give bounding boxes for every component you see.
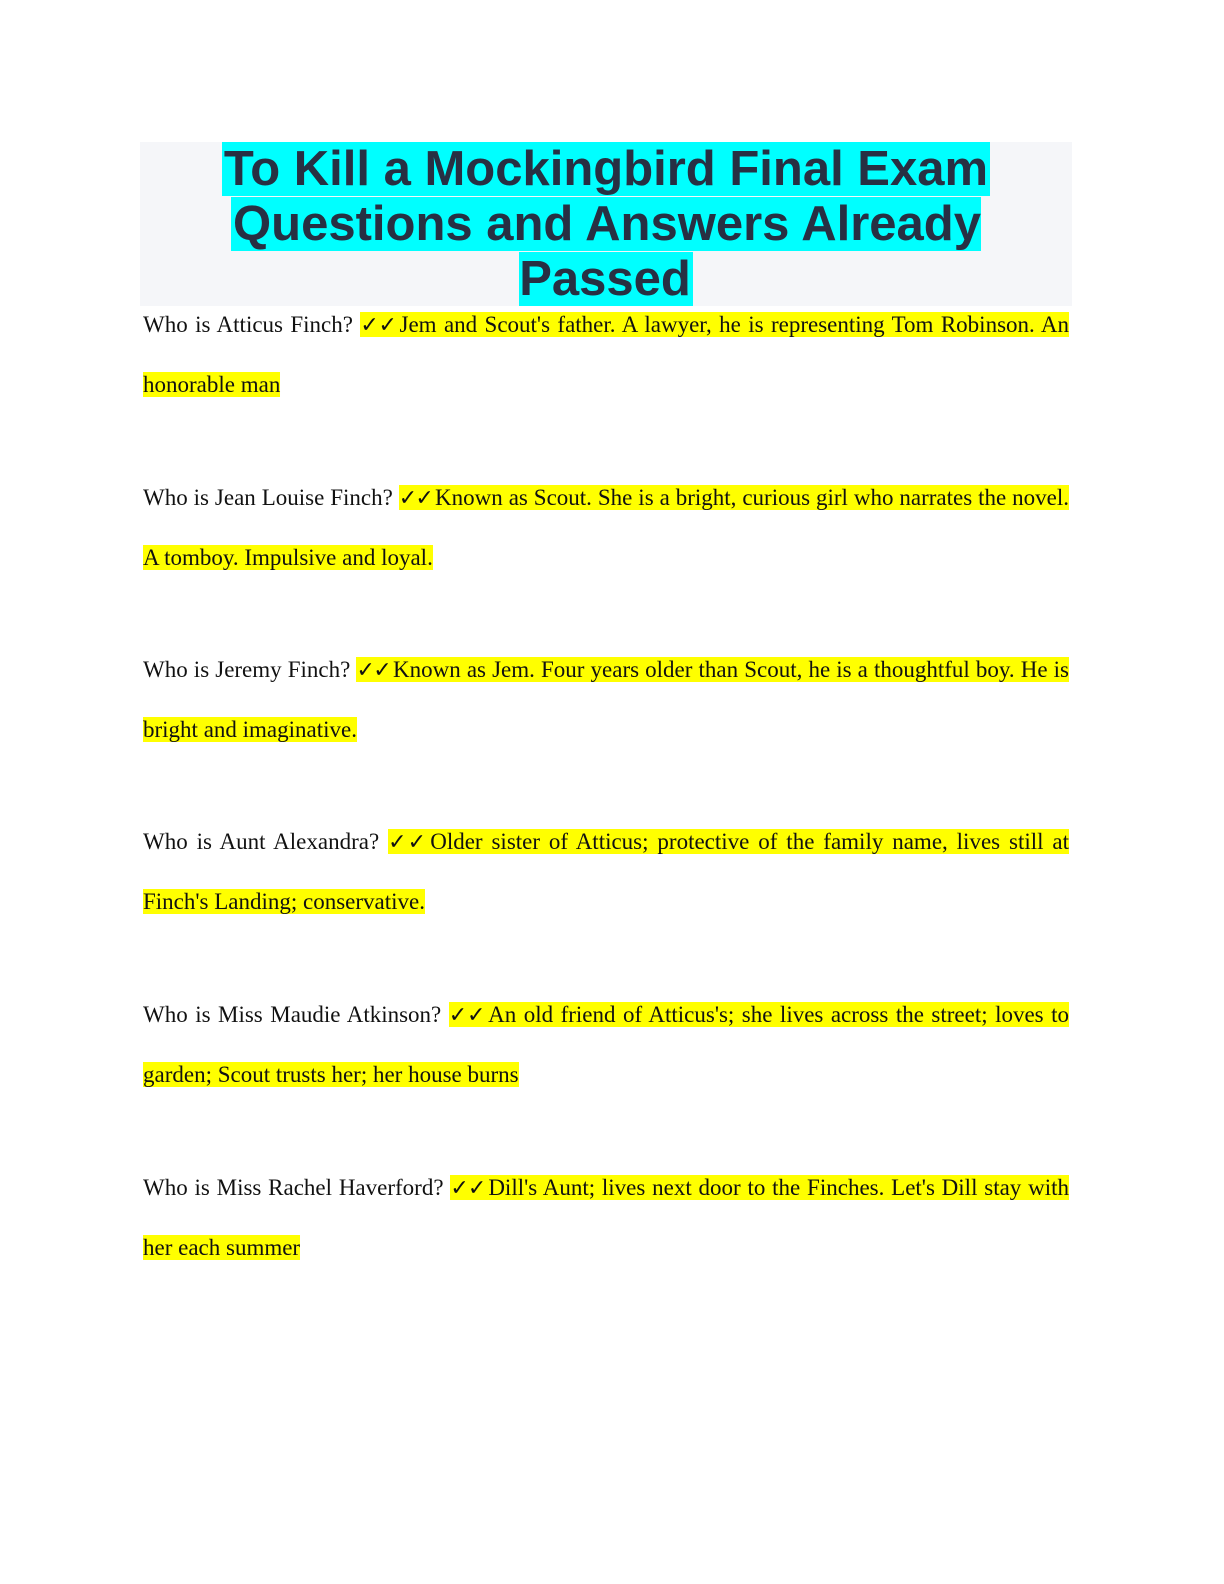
double-check-icon: ✓✓ [450, 1176, 486, 1201]
answer-text: Older sister of Atticus; protective of the family name, lives still at Finch's Landing; conservative. [143, 829, 1069, 914]
title-line-1: To Kill a Mockingbird Final Exam [223, 142, 989, 196]
title-line-2: Questions and Answers Already Passed [233, 197, 981, 306]
answer-text: Known as Jem. Four years older than Scout, he is a thoughtful boy. He is bright and imaginative. [143, 657, 1070, 742]
question-text: Who is Jeremy Finch? [143, 657, 351, 682]
question-text: Who is Jean Louise Finch? [143, 485, 393, 510]
title-banner [140, 142, 1072, 306]
qa-item-rachel [143, 1158, 1069, 1277]
question-text: Who is Miss Maudie Atkinson? [143, 1002, 442, 1027]
question-text: Who is Atticus Finch? [143, 312, 353, 337]
qa-item-alexandra [143, 812, 1069, 931]
qa-item-maudie [143, 985, 1069, 1104]
answer-text: Dill's Aunt; lives next door to the Finches. Let's Dill stay with her each summer [143, 1175, 1069, 1260]
double-check-icon: ✓✓ [360, 313, 397, 338]
double-check-icon: ✓✓ [388, 830, 428, 855]
qa-item-jem [143, 640, 1069, 759]
qa-item-atticus [143, 295, 1069, 414]
qa-item-scout [143, 468, 1069, 587]
question-text: Who is Miss Rachel Haverford? [143, 1175, 444, 1200]
question-text: Who is Aunt Alexandra? [143, 829, 380, 854]
double-check-icon: ✓✓ [448, 1003, 486, 1028]
answer-text: Known as Scout. She is a bright, curious girl who narrates the novel. A tomboy. Impulsive and loyal. [143, 485, 1070, 570]
document-title [140, 142, 1072, 307]
answer-text: Jem and Scout's father. A lawyer, he is representing Tom Robinson. An honorable man [143, 312, 1069, 397]
answer-text: An old friend of Atticus's; she lives across the street; loves to garden; Scout trusts her; her house burns [143, 1002, 1070, 1087]
double-check-icon: ✓✓ [398, 486, 433, 511]
double-check-icon: ✓✓ [356, 658, 391, 683]
